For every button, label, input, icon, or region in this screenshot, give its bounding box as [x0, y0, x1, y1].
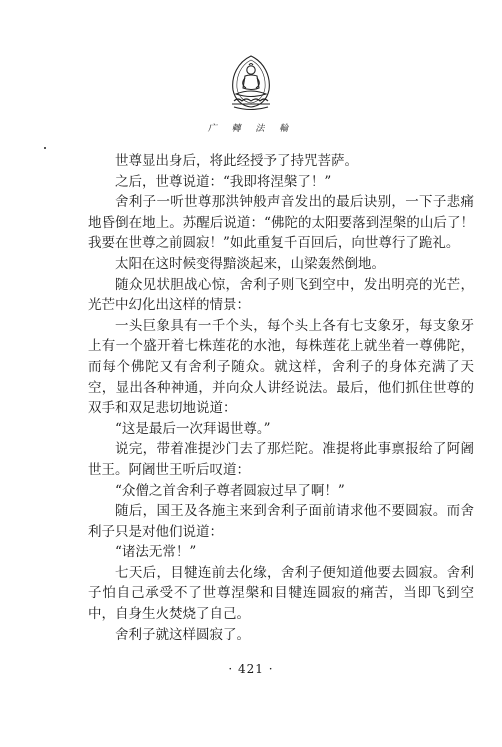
paragraph: 一头巨象具有一千个头，每个头上各有七支象牙，每支象牙上有一个盛开着七株莲花的水池，每株莲花上就坐着一尊佛陀，而每个佛陀又有舍利子随众。就这样，舍利子的身体充满了天空，显出各种神通，并向众人讲经说法。最后，他们抓住世尊的双手和双足悲切地说道：	[88, 317, 474, 417]
paragraph: 随后，国王及各施主来到舍利子面前请求他不要圆寂。而舍利子只是对他们说道：	[88, 503, 474, 540]
paragraph: 舍利子就这样圆寂了。	[115, 626, 250, 643]
paragraph: “众僧之首舍利子尊者圆寂过早了啊！”	[115, 482, 345, 499]
paragraph: “诸法无常！”	[115, 544, 197, 561]
running-header: 广 轉 法 輪	[207, 124, 295, 134]
paragraph: 七天后，目犍连前去化缘，舍利子便知道他要去圆寂。舍利子怕自己承受不了世尊涅槃和目犍连圆寂的痛苦，当即飞到空中，自身生火焚烧了自己。	[88, 564, 474, 623]
buddha-emblem-icon	[224, 54, 278, 116]
body-text	[88, 151, 474, 645]
paragraph: 说完，带着准提沙门去了那烂陀。准提将此事禀报给了阿阇世王。阿阇世王听后叹道：	[88, 441, 474, 478]
paragraph: 世尊显出身后，将此经授予了持咒菩萨。	[115, 153, 358, 169]
paragraph: 随众见状胆战心惊，舍利子则飞到空中，发出明亮的光芒，光芒中幻化出这样的情景：	[88, 276, 474, 314]
margin-speck	[44, 147, 46, 149]
page-number: · 421 ·	[228, 662, 274, 676]
paragraph: “这是最后一次拜谒世尊。”	[115, 420, 271, 437]
paragraph: 舍利子一听世尊那洪钟般声音发出的最后诀别，一下子悲痛地昏倒在地上。苏醒后说道：“佛陀的太阳要落到涅槃的山后了！我要在世尊之前圆寂！”如此重复千百回后，向世尊行了跪礼。	[88, 194, 474, 252]
paragraph: 太阳在这时候变得黯淡起来，山梁轰然倒地。	[115, 255, 385, 272]
paragraph: 之后，世尊说道：“我即将涅槃了！”	[115, 173, 332, 190]
